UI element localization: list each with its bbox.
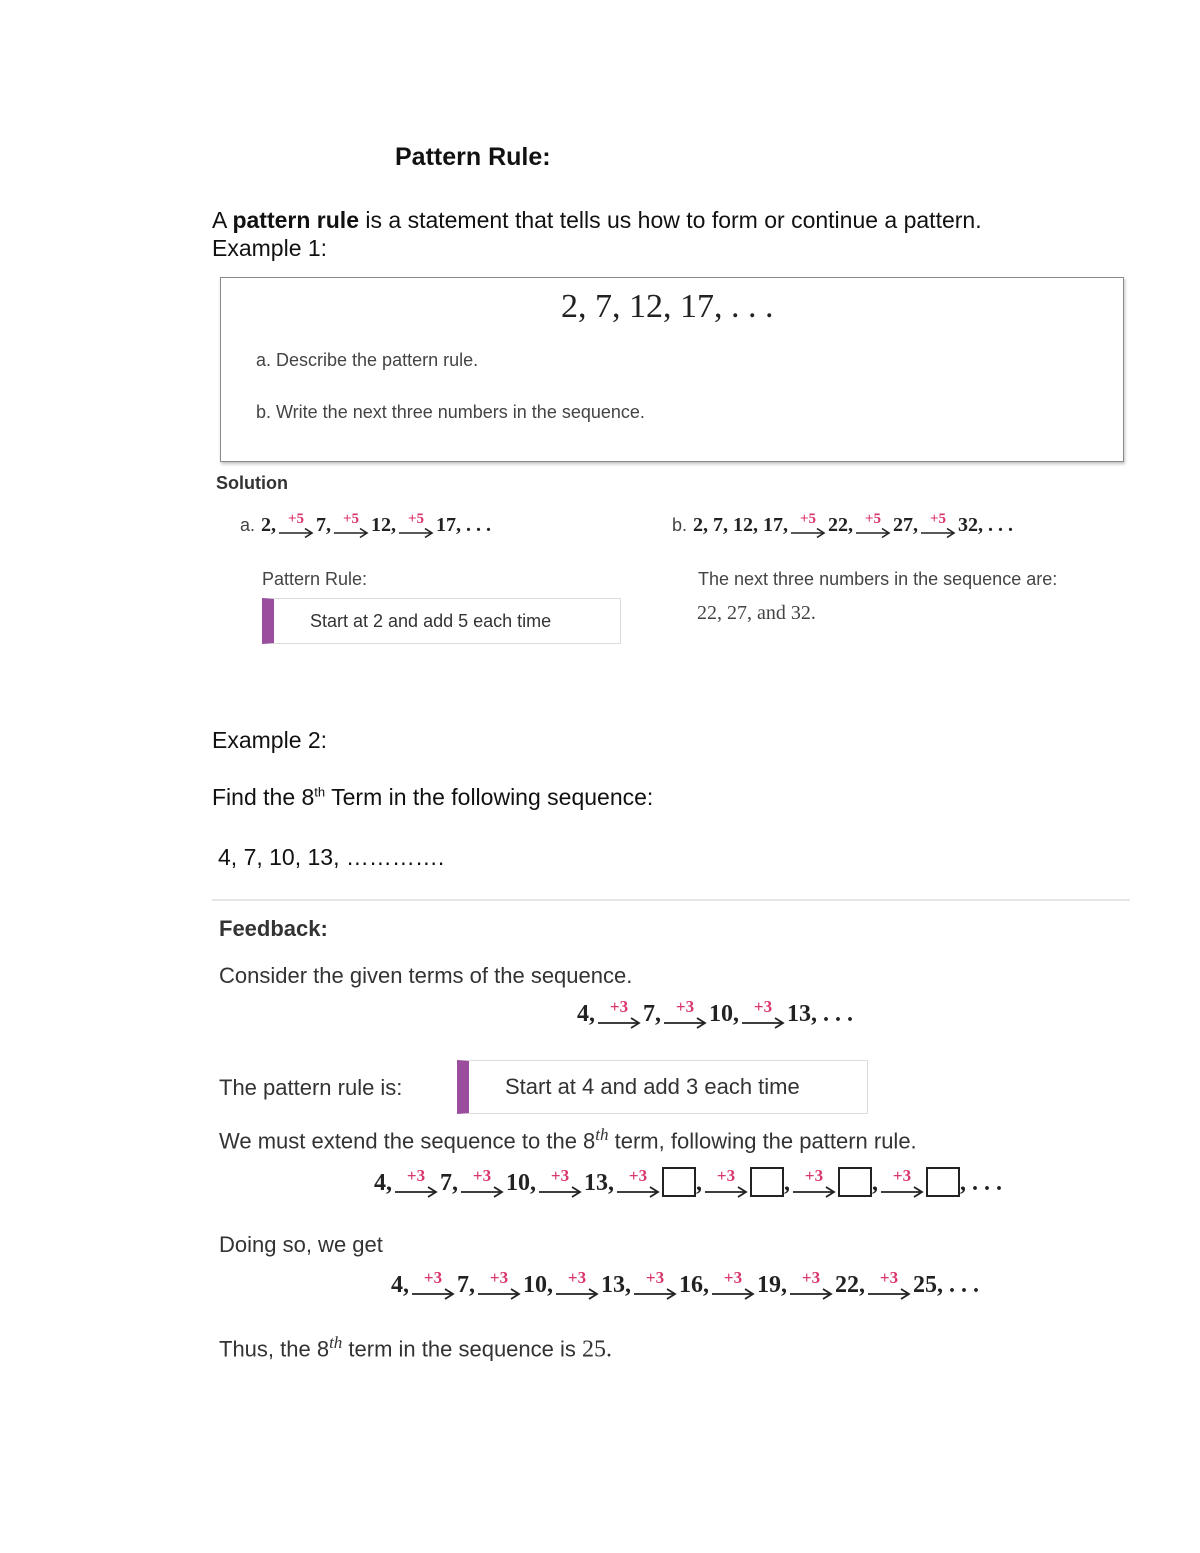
sequence-term: 13, . . . bbox=[787, 1001, 853, 1027]
step-arrow: +5 bbox=[790, 512, 826, 539]
sequence-term: 27, bbox=[893, 514, 919, 536]
step-arrow: +3 bbox=[867, 1269, 911, 1301]
extend-sequence-row: 4, +3 7, +3 10, +3 13, +3 , +3 , +3 , +3 , . . . bbox=[374, 1167, 1002, 1199]
step-arrow: +3 bbox=[633, 1269, 677, 1301]
step-arrow: +3 bbox=[477, 1269, 521, 1301]
blank-box bbox=[750, 1167, 784, 1197]
feedback-rule-text: Start at 4 and add 3 each time bbox=[505, 1074, 800, 1099]
step-arrow: +3 bbox=[555, 1269, 599, 1301]
step-arrow: +5 bbox=[278, 512, 314, 539]
solution-b-prefix: b. bbox=[672, 515, 688, 535]
feedback-doing: Doing so, we get bbox=[219, 1232, 383, 1257]
step-arrow: +5 bbox=[920, 512, 956, 539]
section-divider bbox=[212, 899, 1130, 901]
example2-prompt: Find the 8th Term in the following sequence: bbox=[212, 784, 654, 810]
blank-box bbox=[926, 1167, 960, 1197]
example2-label: Example 2: bbox=[212, 727, 328, 753]
intro-paragraph bbox=[212, 207, 982, 234]
sequence-term: 10, bbox=[709, 1001, 739, 1027]
step-arrow: +3 bbox=[538, 1167, 582, 1199]
sequence-term: 4, bbox=[577, 1001, 595, 1027]
sequence-term: 16, bbox=[679, 1272, 709, 1298]
sequence-term: 19, bbox=[757, 1272, 787, 1298]
step-arrow: +3 bbox=[792, 1167, 836, 1199]
sequence-term: 25, . . . bbox=[913, 1272, 979, 1298]
sequence-term: 4, bbox=[391, 1272, 409, 1298]
step-arrow: +5 bbox=[855, 512, 891, 539]
sequence-term: 7, bbox=[643, 1001, 661, 1027]
step-arrow: +3 bbox=[789, 1269, 833, 1301]
blank-box bbox=[662, 1167, 696, 1197]
sequence-term: 13, bbox=[584, 1170, 614, 1196]
example1-question-box bbox=[220, 277, 1124, 462]
sequence-term: 32, . . . bbox=[958, 514, 1014, 536]
next-numbers-label: The next three numbers in the sequence are: bbox=[698, 569, 1058, 589]
example1-label: Example 1: bbox=[212, 235, 328, 261]
intro-lead: A bbox=[212, 207, 233, 233]
sequence-term: 2, bbox=[261, 514, 277, 536]
step-arrow: +3 bbox=[704, 1167, 748, 1199]
example1-question-a: a. Describe the pattern rule. bbox=[256, 350, 479, 370]
page-title: Pattern Rule: bbox=[395, 143, 551, 171]
next-numbers-answer: 22, 27, and 32. bbox=[697, 602, 816, 624]
sequence-term: 7, bbox=[316, 514, 332, 536]
step-arrow: +3 bbox=[460, 1167, 504, 1199]
pattern-rule-text: Start at 2 and add 5 each time bbox=[310, 610, 552, 631]
step-arrow: +3 bbox=[616, 1167, 660, 1199]
solution-label: Solution bbox=[216, 473, 288, 493]
step-arrow: +3 bbox=[411, 1269, 455, 1301]
step-arrow: +3 bbox=[394, 1167, 438, 1199]
feedback-label: Feedback: bbox=[219, 916, 328, 941]
sequence-term: 12, bbox=[371, 514, 397, 536]
sequence-term: 22, bbox=[828, 514, 854, 536]
step-arrow: +3 bbox=[880, 1167, 924, 1199]
feedback-conclusion: Thus, the 8th term in the sequence is 25. bbox=[219, 1333, 612, 1363]
feedback-sequence-row bbox=[577, 998, 853, 1030]
feedback-consider: Consider the given terms of the sequence. bbox=[219, 963, 633, 988]
sequence-term: 7, bbox=[457, 1272, 475, 1298]
sequence-term: 10, bbox=[523, 1272, 553, 1298]
example2-sequence: 4, 7, 10, 13, …………. bbox=[218, 844, 445, 870]
solution-a-prefix: a. bbox=[240, 515, 256, 535]
example1-question-b: b. Write the next three numbers in the sequence. bbox=[256, 402, 645, 422]
sequence-term: 7, bbox=[440, 1170, 458, 1196]
sequence-term: 10, bbox=[506, 1170, 536, 1196]
pattern-rule-box bbox=[262, 598, 621, 644]
sequence-term: 4, bbox=[374, 1170, 392, 1196]
sequence-given: 2, 7, 12, 17, bbox=[693, 514, 789, 536]
step-arrow: +3 bbox=[663, 998, 707, 1030]
sequence-term: 22, bbox=[835, 1272, 865, 1298]
step-arrow: +3 bbox=[741, 998, 785, 1030]
step-arrow: +5 bbox=[333, 512, 369, 539]
step-arrow: +3 bbox=[711, 1269, 755, 1301]
intro-rest: is a statement that tells us how to form or continue a pattern. bbox=[359, 207, 982, 233]
example1-sequence: 2, 7, 12, 17, . . . bbox=[561, 288, 774, 325]
solution-b-row bbox=[672, 512, 1013, 539]
step-arrow: +3 bbox=[597, 998, 641, 1030]
result-sequence-row bbox=[391, 1269, 979, 1301]
feedback-rule-label: The pattern rule is: bbox=[219, 1075, 403, 1100]
feedback-rule-box bbox=[457, 1060, 868, 1114]
sequence-term: 17, . . . bbox=[436, 514, 492, 536]
feedback-extend: We must extend the sequence to the 8th term, following the pattern rule. bbox=[219, 1125, 917, 1154]
pattern-rule-label: Pattern Rule: bbox=[262, 569, 368, 589]
solution-a-row bbox=[240, 512, 491, 539]
sequence-term: 13, bbox=[601, 1272, 631, 1298]
step-arrow: +5 bbox=[398, 512, 434, 539]
blank-box bbox=[838, 1167, 872, 1197]
final-answer: 25. bbox=[582, 1336, 612, 1363]
intro-bold-term: pattern rule bbox=[232, 207, 359, 233]
